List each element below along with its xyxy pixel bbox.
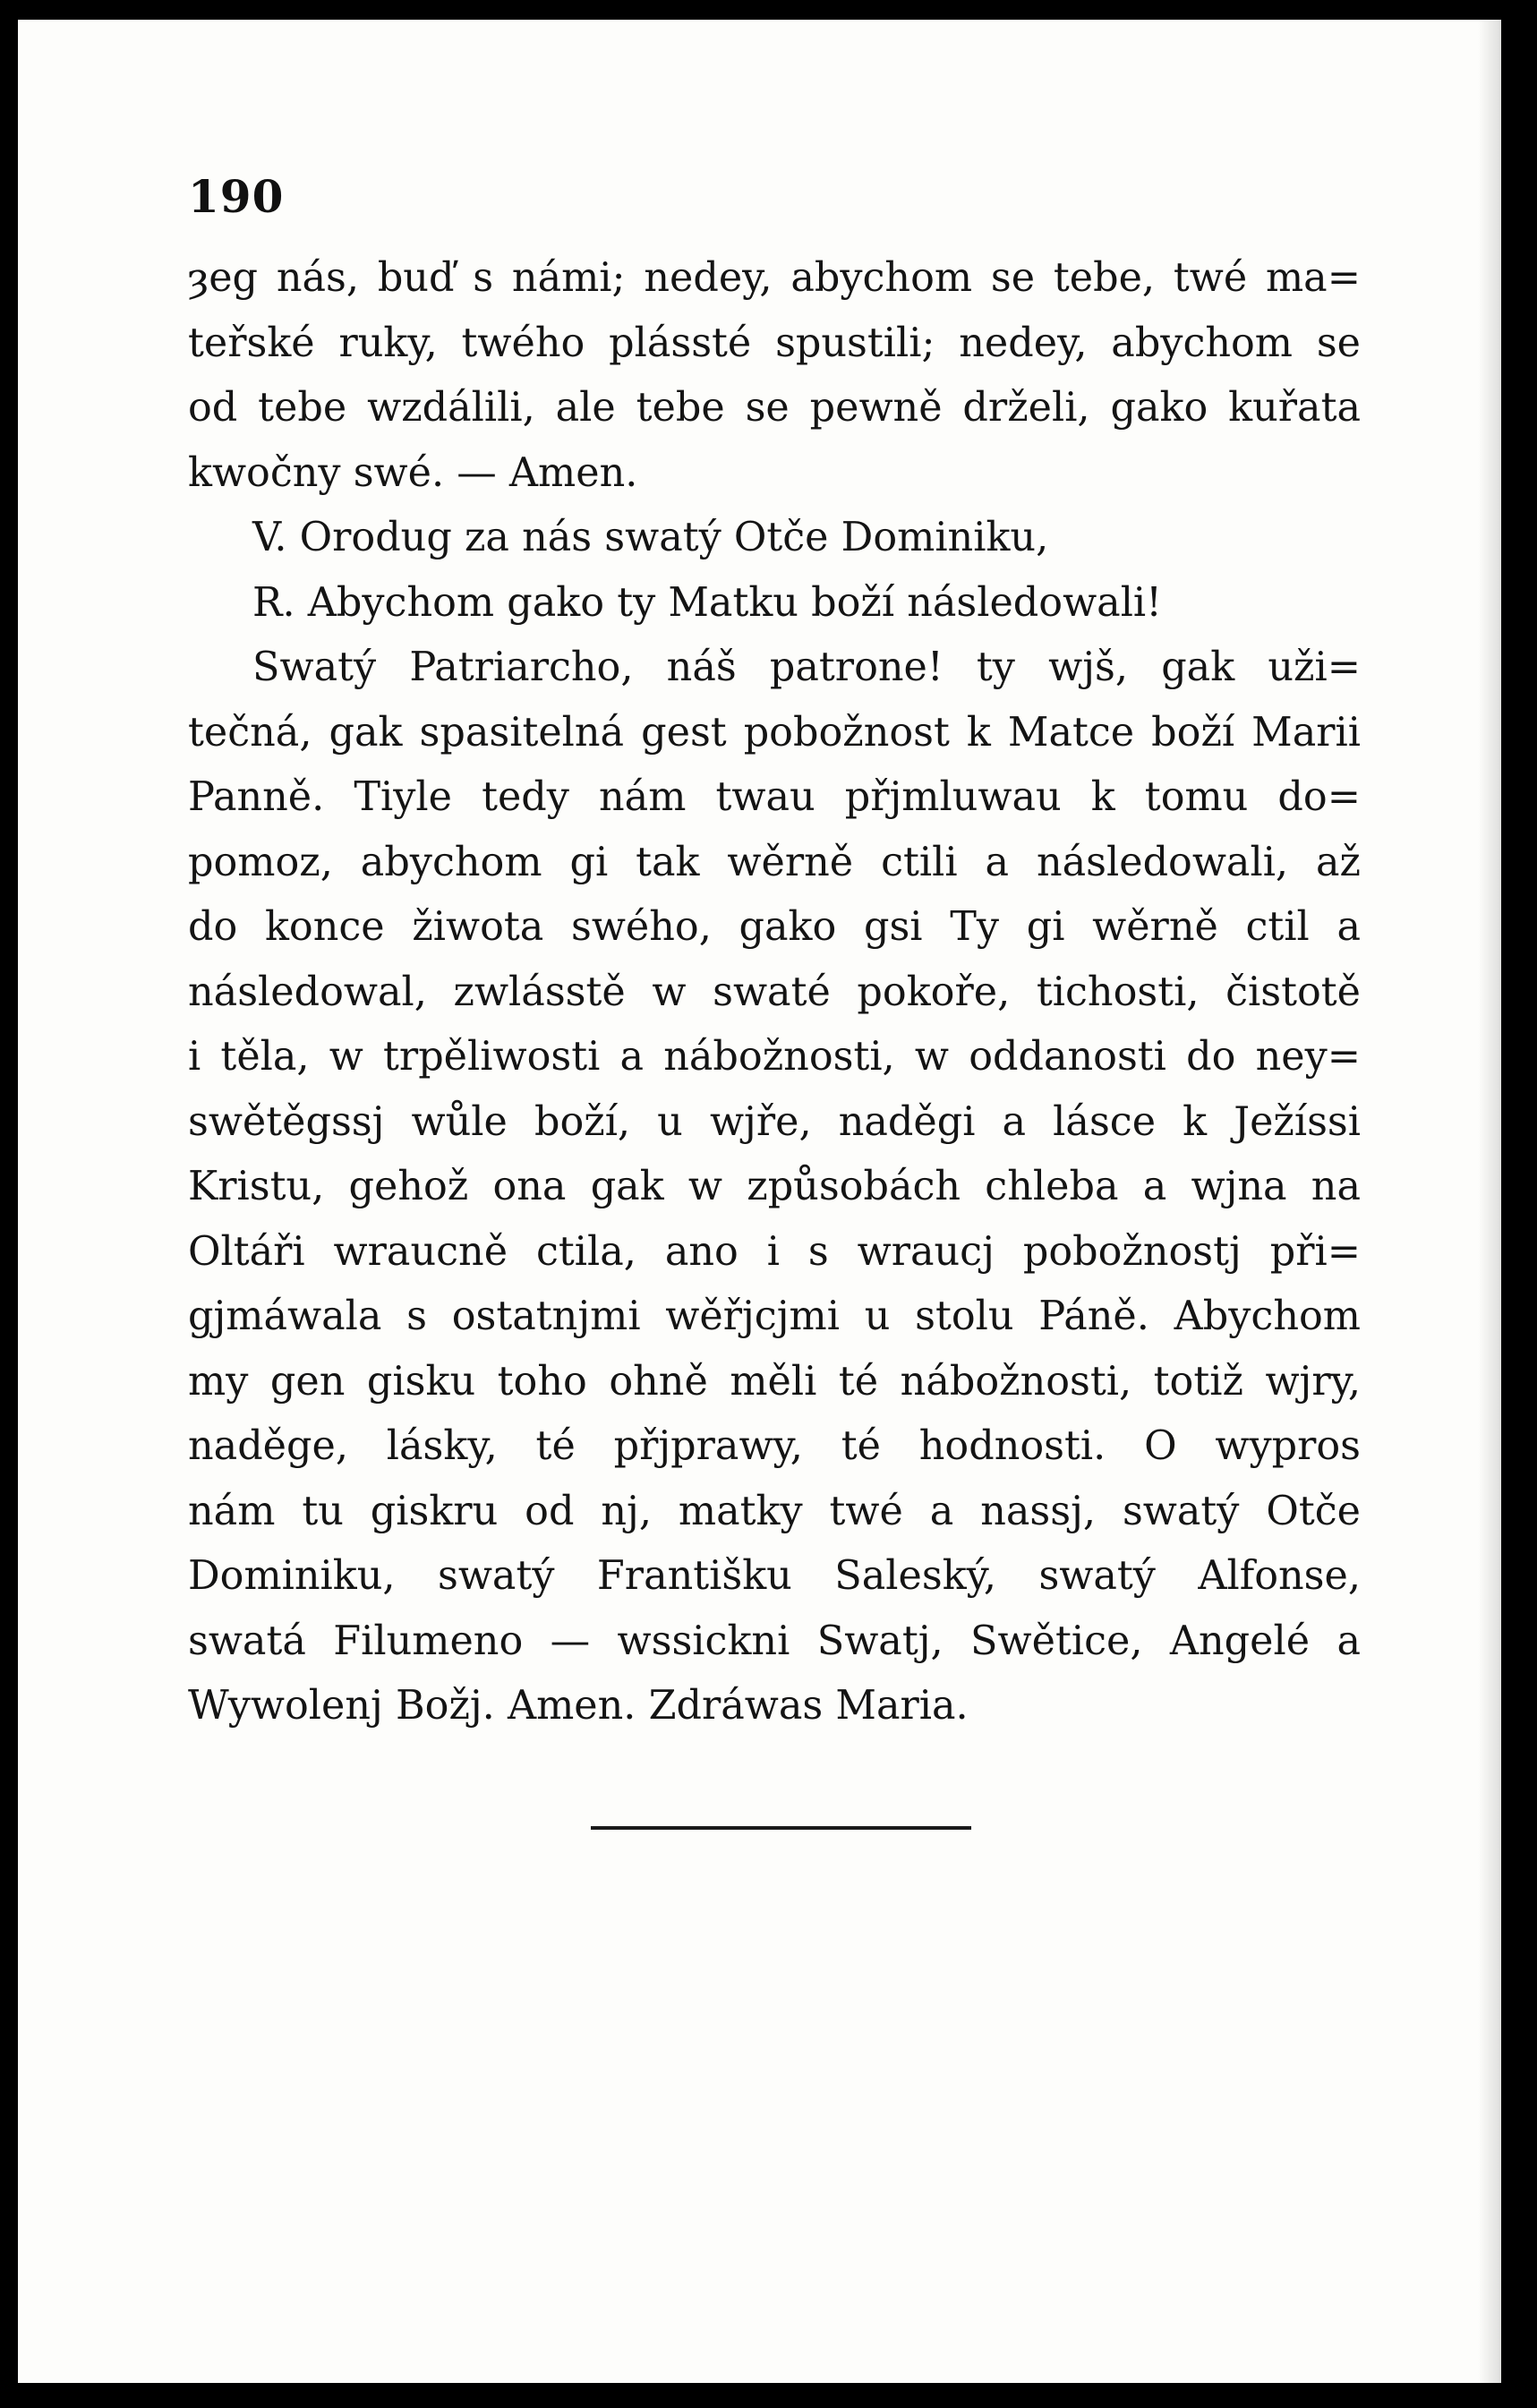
text-line: Panně. Tiyle tedy nám twau přjmluwau k tomu do= — [188, 774, 1361, 820]
text-line: pomoz, abychom gi tak wěrně ctili a následowali, až — [188, 839, 1361, 885]
text-line: i těla, w trpěliwosti a nábožnosti, w oddanosti do ney= — [188, 1034, 1361, 1080]
versicle-line: V. Orodug za nás swatý Otče Dominiku, — [252, 515, 1049, 560]
text-line: Wywolenj Božj. Amen. Zdráwas Maria. — [188, 1683, 969, 1729]
text-line: naděge, lásky, té přjprawy, té hodnosti. O wypros — [188, 1423, 1361, 1469]
text-line: Dominiku, swatý Františku Saleský, swatý Alfonse, — [188, 1553, 1361, 1599]
section-end-rule — [591, 1826, 971, 1830]
text-line: swětěgssj wůle boží, u wjře, naděgi a lásce k Ježíssi — [188, 1098, 1361, 1145]
text-line: kwočny swé. — Amen. — [188, 449, 638, 496]
prayer-text — [188, 246, 1361, 1739]
text-line: my gen gisku toho ohně měli té nábožnosti, totiž wjry, — [188, 1358, 1361, 1405]
text-line: Kristu, gehož ona gak w způsobách chleba a wjna na — [188, 1164, 1361, 1209]
text-line: do konce žiwota swého, gako gsi Ty gi wěrně ctil a — [188, 904, 1361, 950]
text-line: Oltáři wraucně ctila, ano i s wraucj pobožnostj při= — [188, 1228, 1361, 1275]
text-line: následowal, zwlásstě w swaté pokoře, tichosti, čistotě — [188, 969, 1361, 1015]
text-line: ȝeg nás, buď s námi; nedey, abychom se tebe, twé ma= — [188, 255, 1361, 301]
text-line: od tebe wzdálili, ale tebe se pewně drželi, gako kuřata — [188, 385, 1361, 431]
text-line: nám tu giskru od nj, matky twé a nassj, swatý Otče — [188, 1488, 1361, 1534]
text-line: Swatý Patriarcho, náš patrone! ty wjš, gak uži= — [252, 645, 1361, 690]
text-line: gjmáwala s ostatnjmi wěřjcjmi u stolu Páně. Abychom — [188, 1294, 1361, 1339]
text-line: tečná, gak spasitelná gest pobožnost k Matce boží Marii — [188, 709, 1361, 756]
text-line: teřské ruky, twého plássté spustili; nedey, abychom se — [188, 320, 1361, 366]
response-line: R. Abychom gako ty Matku boží následowali! — [252, 579, 1163, 626]
page-edge-shadow — [1478, 20, 1501, 2383]
page-number: 190 — [188, 170, 285, 223]
text-line: swatá Filumeno — wssickni Swatj, Swětice, Angelé a — [188, 1618, 1361, 1664]
